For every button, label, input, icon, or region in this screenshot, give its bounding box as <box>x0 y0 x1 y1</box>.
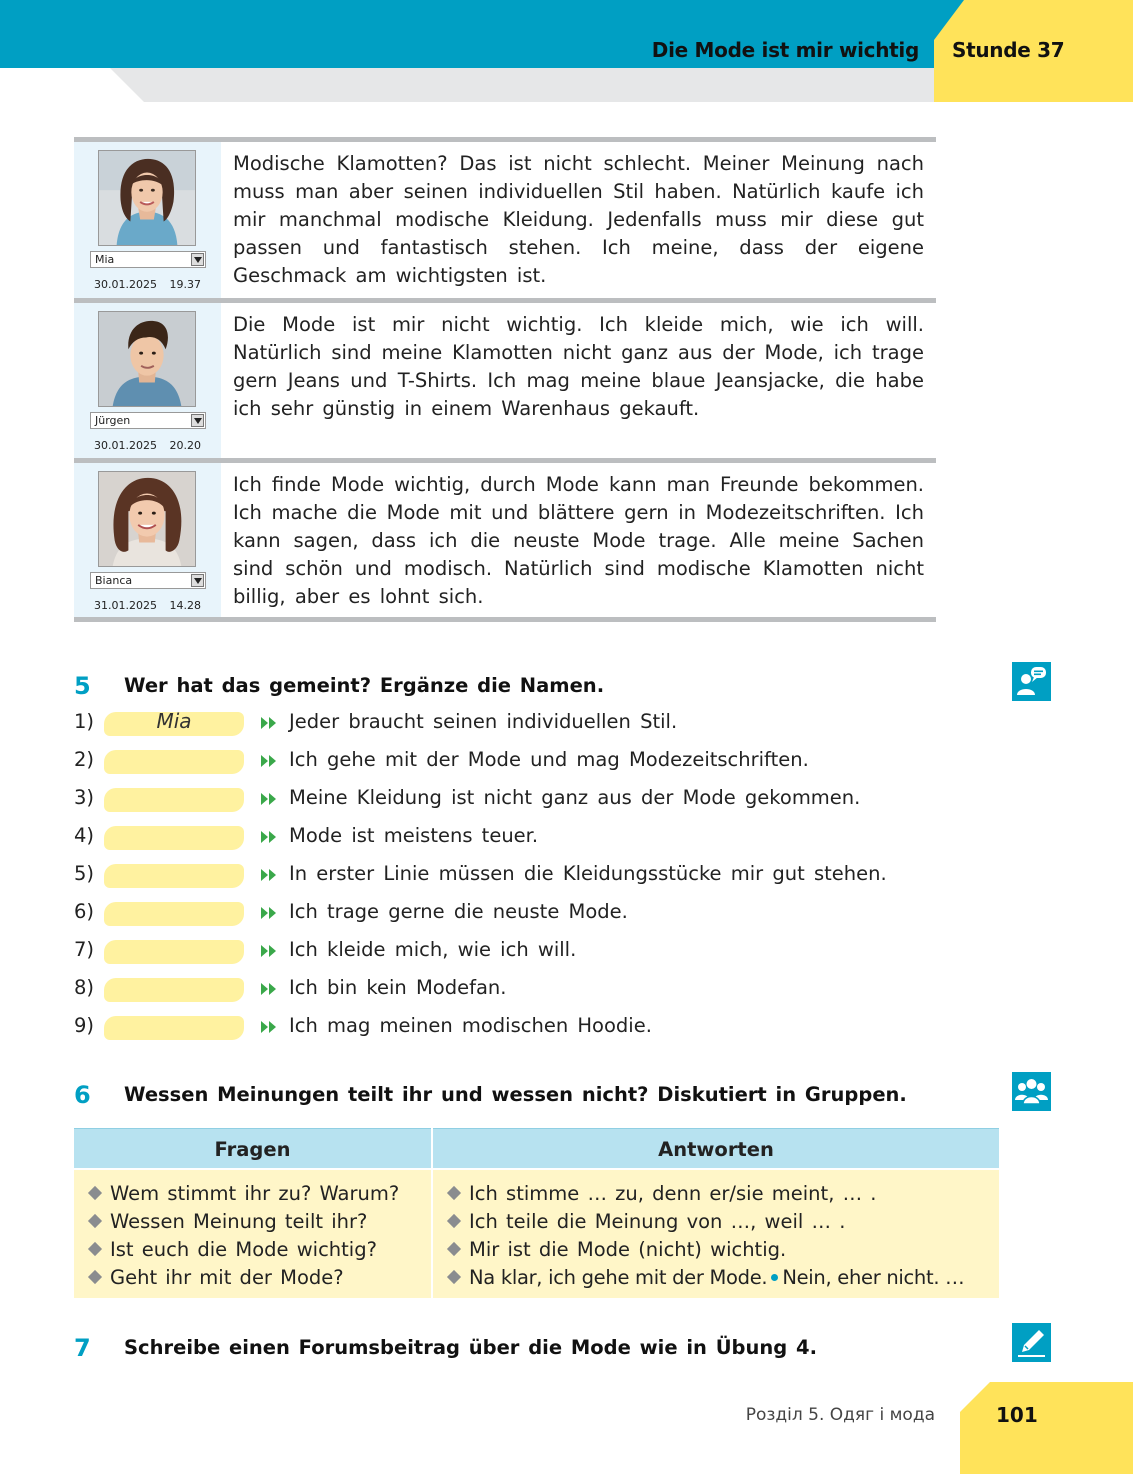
page-number: 101 <box>996 1403 1038 1427</box>
diamond-bullet-icon <box>447 1270 461 1284</box>
group-icon <box>1012 1072 1051 1111</box>
exercise-5-list <box>74 704 974 1046</box>
post-text: Modische Klamotten? Das ist nicht schlecht. Meiner Meinung nach muss man aber seinen individuellen Stil haben. Natürlich kaufe ich mir manchmal modische Kleidung. Jedenfalls muss mir diese gut passen und fantastisch stehen. Ich meine, dass der eigene Geschmack am wichtigsten ist. <box>233 152 924 287</box>
answer-text: Mir ist die Mode (nicht) wichtig. <box>469 1238 787 1261</box>
item-number: 1) <box>74 710 95 733</box>
answers-cell <box>433 1170 999 1298</box>
answer-field[interactable] <box>104 940 244 964</box>
dropdown-arrow-icon[interactable] <box>191 253 204 266</box>
exercise-7-title: Schreibe einen Forumsbeitrag über die Mode wie in Übung 4. <box>124 1336 817 1359</box>
author-name: Jürgen <box>95 414 131 427</box>
item-number: 7) <box>74 938 95 961</box>
answer-text: Nein, eher nicht. … <box>782 1266 965 1289</box>
diamond-bullet-icon <box>88 1186 102 1200</box>
exercise-5-number: 5 <box>74 672 91 700</box>
list-item <box>74 742 974 780</box>
questions-cell <box>74 1170 431 1298</box>
statement-text: Ich gehe mit der Mode und mag Modezeitschriften. <box>289 748 809 771</box>
table-body <box>74 1170 999 1298</box>
double-arrow-icon <box>260 867 278 883</box>
diamond-bullet-icon <box>447 1242 461 1256</box>
question-text: Wessen Meinung teilt ihr? <box>110 1210 368 1233</box>
post-author-panel <box>74 303 221 458</box>
list-item <box>447 1208 991 1236</box>
item-number: 9) <box>74 1014 95 1037</box>
diamond-bullet-icon <box>447 1214 461 1228</box>
item-number: 2) <box>74 748 95 771</box>
avatar-juergen <box>98 311 196 407</box>
list-item <box>74 780 974 818</box>
statement-text: Mode ist meistens teuer. <box>289 824 539 847</box>
item-number: 4) <box>74 824 95 847</box>
diamond-bullet-icon <box>88 1242 102 1256</box>
answer-text: Ich stimme … zu, denn er/sie meint, … . <box>469 1182 877 1205</box>
dropdown-arrow-icon[interactable] <box>191 414 204 427</box>
answer-text: Na klar, ich gehe mit der Mode. <box>469 1266 768 1289</box>
statement-text: Jeder braucht seinen individuellen Stil. <box>289 710 678 733</box>
forum-post <box>74 298 936 458</box>
double-arrow-icon <box>260 791 278 807</box>
avatar-mia <box>98 150 196 246</box>
list-item <box>74 704 974 742</box>
author-name-select[interactable] <box>90 572 206 589</box>
avatar-bianca <box>98 471 196 567</box>
answer-field[interactable] <box>104 826 244 850</box>
item-number: 3) <box>74 786 95 809</box>
double-arrow-icon <box>260 981 278 997</box>
footer-page-tab <box>960 1382 1133 1474</box>
list-item <box>88 1180 423 1208</box>
item-number: 8) <box>74 976 95 999</box>
double-arrow-icon <box>260 829 278 845</box>
exercise-5-title: Wer hat das gemeint? Ergänze die Namen. <box>124 674 605 697</box>
post-date: 30.01.2025 <box>94 278 157 291</box>
lesson-label: Stunde 37 <box>952 38 1065 62</box>
forum-thread <box>74 137 936 622</box>
pencil-icon <box>1012 1323 1051 1362</box>
post-time: 20.20 <box>169 439 201 452</box>
double-arrow-icon <box>260 1019 278 1035</box>
answer-field[interactable] <box>104 864 244 888</box>
post-text: Die Mode ist mir nicht wichtig. Ich kleide mich, wie ich will. Natürlich sind meine Klamotten nicht ganz aus der Mode, ich trage gern Jeans und T-Shirts. Ich mag meine blaue Jeansjacke, die habe ich sehr günstig in einem Warenhaus gekauft. <box>233 313 924 420</box>
statement-text: Ich kleide mich, wie ich will. <box>289 938 577 961</box>
statement-text: Ich mag meinen modischen Hoodie. <box>289 1014 652 1037</box>
phrases-table <box>74 1128 999 1298</box>
column-header-answers: Antworten <box>433 1128 999 1168</box>
double-arrow-icon <box>260 715 278 731</box>
forum-post <box>74 137 936 298</box>
double-arrow-icon <box>260 905 278 921</box>
list-item <box>74 894 974 932</box>
author-name-select[interactable] <box>90 251 206 268</box>
list-item <box>74 932 974 970</box>
list-item <box>74 970 974 1008</box>
answer-field[interactable] <box>104 750 244 774</box>
list-item <box>74 856 974 894</box>
answer-text: Ich teile die Meinung von …, weil … . <box>469 1210 846 1233</box>
double-arrow-icon <box>260 753 278 769</box>
discussion-icon <box>1012 662 1051 701</box>
author-name: Bianca <box>95 574 133 587</box>
chapter-label: Розділ 5. Одяг і мода <box>745 1405 935 1425</box>
double-arrow-icon <box>260 943 278 959</box>
exercise-6-title: Wessen Meinungen teilt ihr und wessen nicht? Diskutiert in Gruppen. <box>124 1083 907 1106</box>
answer-field[interactable] <box>104 978 244 1002</box>
author-name: Mia <box>95 253 115 266</box>
list-item <box>447 1236 991 1264</box>
dot-separator-icon <box>771 1274 778 1281</box>
post-date: 31.01.2025 <box>94 599 157 612</box>
list-item <box>74 818 974 856</box>
diamond-bullet-icon <box>88 1270 102 1284</box>
exercise-7-number: 7 <box>74 1334 91 1362</box>
question-text: Ist euch die Mode wichtig? <box>110 1238 377 1261</box>
post-author-panel <box>74 142 221 298</box>
statement-text: Ich bin kein Modefan. <box>289 976 507 999</box>
list-item <box>447 1180 991 1208</box>
post-author-panel <box>74 463 221 617</box>
post-time: 19.37 <box>169 278 201 291</box>
list-item <box>88 1264 423 1292</box>
diamond-bullet-icon <box>447 1186 461 1200</box>
forum-post <box>74 458 936 622</box>
question-text: Wem stimmt ihr zu? Warum? <box>110 1182 400 1205</box>
list-item <box>88 1236 423 1264</box>
question-text: Geht ihr mit der Mode? <box>110 1266 344 1289</box>
list-item <box>447 1264 991 1292</box>
statement-text: Ich trage gerne die neuste Mode. <box>289 900 628 923</box>
answer-field[interactable] <box>104 1016 244 1040</box>
author-name-select[interactable] <box>90 412 206 429</box>
list-item <box>88 1208 423 1236</box>
exercise-6-number: 6 <box>74 1081 91 1109</box>
item-number: 6) <box>74 900 95 923</box>
post-time: 14.28 <box>169 599 201 612</box>
statement-text: In erster Linie müssen die Kleidungsstücke mir gut stehen. <box>289 862 887 885</box>
post-date: 30.01.2025 <box>94 439 157 452</box>
list-item <box>74 1008 974 1046</box>
statement-text: Meine Kleidung ist nicht ganz aus der Mode gekommen. <box>289 786 861 809</box>
answer-field[interactable] <box>104 788 244 812</box>
dropdown-arrow-icon[interactable] <box>191 574 204 587</box>
page-title: Die Mode ist mir wichtig <box>651 38 919 62</box>
answer-field[interactable] <box>104 902 244 926</box>
item-number: 5) <box>74 862 95 885</box>
column-header-questions: Fragen <box>74 1128 431 1168</box>
answer-value: Mia <box>156 709 192 733</box>
post-text: Ich finde Mode wichtig, durch Mode kann man Freunde bekommen. Ich mache die Mode mit und blättere gern in Modezeitschriften. Ich kann sagen, dass ich die neuste Mode trage. Alle meine Sachen sind schön und modisch. Natürlich sind modische Klamotten nicht billig, aber es lohnt sich. <box>233 473 924 608</box>
diamond-bullet-icon <box>88 1214 102 1228</box>
table-header <box>74 1128 999 1168</box>
